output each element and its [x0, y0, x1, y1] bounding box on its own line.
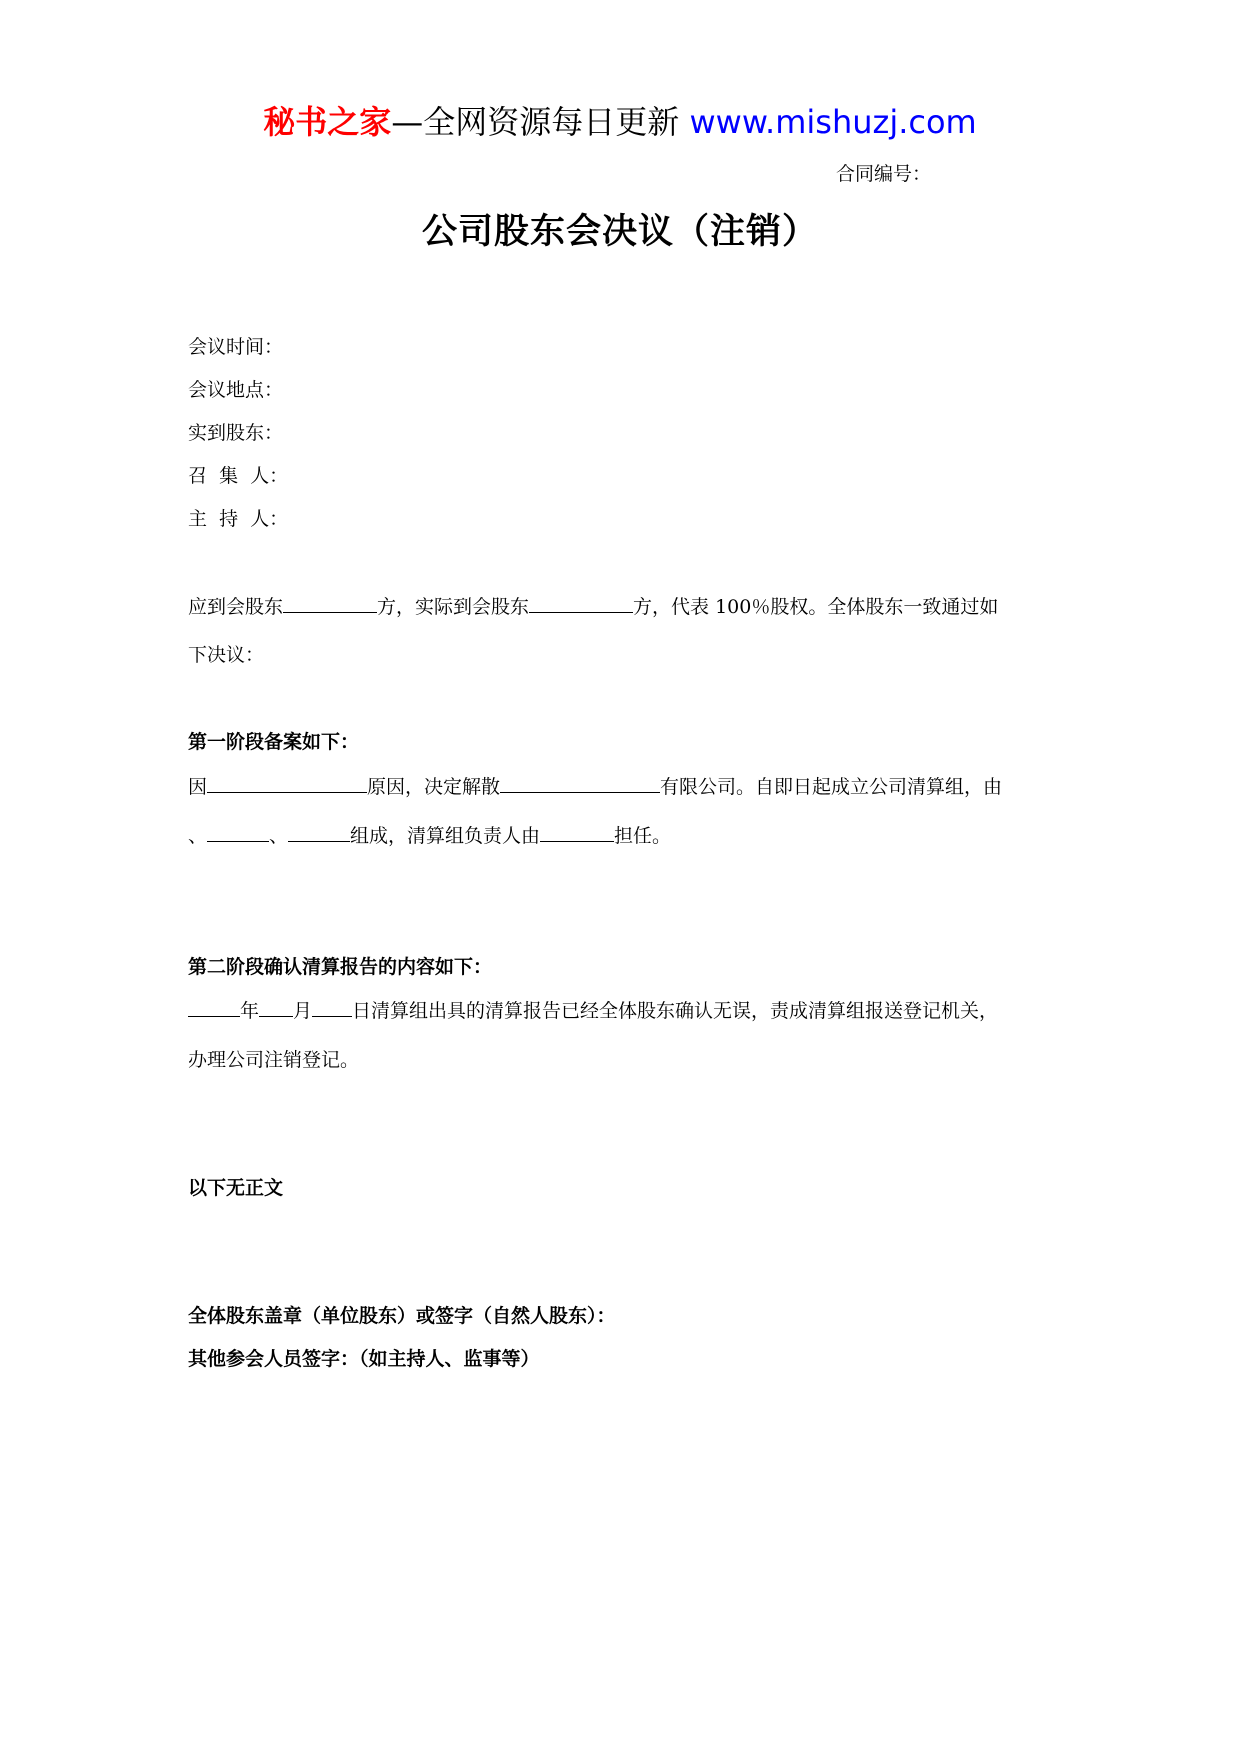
company-name-blank[interactable] — [500, 772, 660, 793]
header-tagline: —全网资源每日更新 — [391, 103, 690, 141]
brand-name: 秘书之家 — [263, 103, 392, 141]
stage2-line-1 — [188, 996, 1058, 1025]
stage1-text-6: 组成，清算组负责人由 — [350, 825, 541, 847]
month-label: 月 — [293, 1000, 313, 1022]
meeting-place-label: 会议地点： — [188, 379, 284, 401]
attendance-text-2: 方，实际到会股东 — [377, 596, 530, 618]
expected-shareholders-blank[interactable] — [283, 592, 377, 613]
member2-blank[interactable] — [288, 821, 350, 842]
stage1-text-4: 、 — [188, 825, 208, 847]
stage1-text-2: 原因，决定解散 — [367, 776, 501, 798]
shareholders-signature-label: 全体股东盖章（单位股东）或签字（自然人股东）： — [188, 1305, 616, 1327]
month-blank[interactable] — [259, 996, 293, 1017]
team-leader-blank[interactable] — [540, 821, 614, 842]
stage2-line-2: 办理公司注销登记。 — [188, 1049, 360, 1071]
stage1-heading: 第一阶段备案如下： — [188, 731, 360, 753]
convener-label: 召 集 人： — [188, 465, 289, 487]
year-label: 年 — [240, 1000, 260, 1022]
attendance-text-3: 方，代表 100％股权。全体股东一致通过如 — [633, 596, 999, 618]
year-blank[interactable] — [188, 996, 240, 1017]
stage1-text-3: 有限公司。自即日起成立公司清算组，由 — [660, 776, 1003, 798]
stage1-text-1: 因 — [188, 776, 208, 798]
attendance-text-1: 应到会股东 — [188, 596, 284, 618]
day-blank[interactable] — [312, 996, 352, 1017]
site-url-link[interactable]: www.mishuzj.com — [689, 103, 977, 141]
stage1-line-1 — [188, 772, 1058, 801]
attendance-line-2: 下决议： — [188, 644, 265, 666]
other-attendees-signature-label: 其他参会人员签字：（如主持人、监事等） — [188, 1348, 540, 1370]
stage2-heading: 第二阶段确认清算报告的内容如下： — [188, 956, 493, 978]
dissolution-reason-blank[interactable] — [207, 772, 367, 793]
site-header — [0, 100, 1240, 144]
stage1-text-5: 、 — [269, 825, 289, 847]
attendees-label: 实到股东： — [188, 422, 284, 444]
stage1-line-2 — [188, 821, 1058, 850]
document-title: 公司股东会决议（注销） — [421, 211, 818, 252]
no-more-text: 以下无正文 — [188, 1177, 284, 1199]
member1-blank[interactable] — [207, 821, 269, 842]
host-label: 主 持 人： — [188, 508, 289, 530]
attendance-line-1 — [188, 592, 1058, 621]
stage1-text-7: 担任。 — [614, 825, 672, 847]
contract-number-label: 合同编号： — [836, 163, 932, 185]
meeting-time-label: 会议时间： — [188, 336, 284, 358]
stage2-text: 日清算组出具的清算报告已经全体股东确认无误，责成清算组报送登记机关， — [352, 1000, 999, 1022]
actual-shareholders-blank[interactable] — [529, 592, 633, 613]
